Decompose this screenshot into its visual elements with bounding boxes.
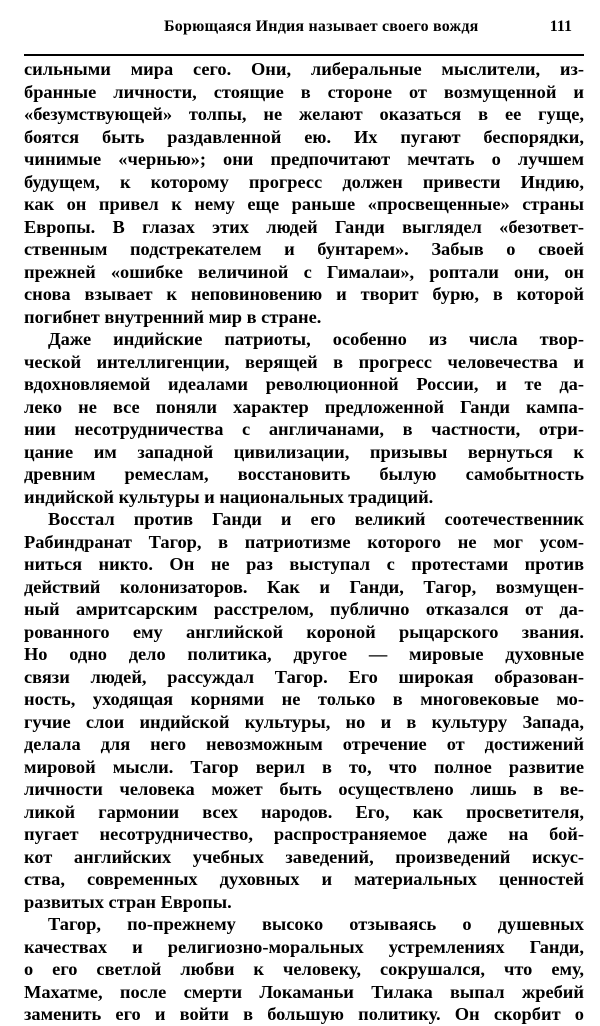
text-line: ства, современных духовных и материальных ценностей [24, 869, 584, 889]
text-line: бранные личности, стоящие в стороне от возмущенной и [24, 81, 584, 102]
text-line: Европы. В глазах этих людей Ганди выглядел «безответ- [24, 216, 584, 237]
text-line: личности человека может быть осуществлено лишь в ве- [24, 779, 584, 799]
text-line: качествах и религиозно-моральных устремлениях Ганди, [24, 936, 584, 957]
text-line: рованного ему английской короной рыцарского звания. [24, 621, 584, 642]
text-line: вдохновляемой идеалами революционной России, и те да- [24, 374, 584, 394]
text-line: снова взывает к неповиновению и творит бурю, в которой [24, 284, 584, 304]
paragraph-3 [24, 508, 584, 913]
text-line: индийской культуры и национальных традиций. [24, 486, 434, 507]
text-line: нии несотрудничества с англичанами, в частности, отри- [24, 419, 584, 439]
text-line: чинимые «чернью»; они предпочитают мечтать о лучшем [24, 149, 584, 169]
paragraph-1 [24, 58, 584, 328]
text-line: заменить его и войти в большую политику. Он скорбит о [24, 1004, 584, 1024]
text-line: Рабиндранат Тагор, в патриотизме которого не мог усом- [24, 531, 584, 552]
text-line: будущем, к которому прогресс должен привести Индию, [24, 171, 584, 192]
text-line: Но одно дело политика, другое — мировые духовные [24, 644, 584, 664]
text-line: погибнет внутренний мир в стране. [24, 306, 322, 327]
text-line: ный амритсарским расстрелом, публично отказался от да- [24, 599, 584, 619]
text-line: сильными мира сего. Они, либеральные мыслители, из- [24, 59, 584, 79]
text-line: пугает несотрудничество, распространяемое даже на бой- [24, 824, 584, 844]
text-line: развитых стран Европы. [24, 891, 232, 912]
text-line: ниться никто. Он не раз выступал с протестами против [24, 554, 584, 574]
text-line: цание им западной цивилизации, призывы вернуться к [24, 441, 584, 462]
text-line: Тагор, по-прежнему высоко отзываясь о душевных [48, 914, 584, 934]
running-title: Борющаяся Индия называет своего вождя [164, 18, 479, 35]
running-head [24, 10, 584, 44]
paragraph-4 [24, 913, 584, 1026]
text-line: мировой мысли. Тагор верил в то, что полное развитие [24, 756, 584, 777]
text-line: древним ремеслам, восстановить былую самобытность [24, 464, 584, 484]
text-line: ственным подстрекателем и бунтарем». Забыв о своей [24, 239, 584, 259]
text-line: ческой интеллигенции, верящей в прогресс человечества и [24, 351, 584, 372]
text-line: связи людей, рассуждал Тагор. Его широкая образован- [24, 666, 584, 687]
text-line: леко не все поняли характер предложенной Ганди кампа- [24, 396, 584, 417]
text-line: ность, уходящая корнями не только в многовековые мо- [24, 689, 584, 709]
text-line: Махатме, после смерти Локаманьи Тилака выпал жребий [24, 981, 584, 1002]
page-number: 111 [549, 18, 572, 35]
text-line: действий колонизаторов. Как и Ганди, Тагор, возмущен- [24, 576, 584, 597]
body-text [24, 58, 584, 1026]
text-line: прежней «ошибке величиной с Гималаи», роптали они, он [24, 261, 584, 282]
text-line: Даже индийские патриоты, особенно из числа твор- [48, 329, 584, 349]
text-line: кот английских учебных заведений, произведений искус- [24, 846, 584, 867]
book-page [24, 10, 584, 1024]
paragraph-2 [24, 328, 584, 508]
text-line: как он привел к нему еще раньше «просвещенные» страны [24, 194, 584, 214]
text-line: «безумствующей» толпы, не желают оказаться в ее гуще, [24, 104, 584, 124]
text-line: боятся быть раздавленной ею. Их пугают беспорядки, [24, 126, 584, 147]
text-line: гучие слои индийской культуры, но и в культуру Запада, [24, 711, 584, 732]
text-line: Восстал против Ганди и его великий соотечественник [48, 509, 584, 529]
text-line: делала для него невозможным отречение от достижений [24, 734, 584, 754]
text-line: о его светлой любви к человеку, сокрушался, что ему, [24, 959, 584, 979]
header-rule [24, 54, 584, 56]
text-line: ликой гармонии всех народов. Его, как просветителя, [24, 801, 584, 822]
